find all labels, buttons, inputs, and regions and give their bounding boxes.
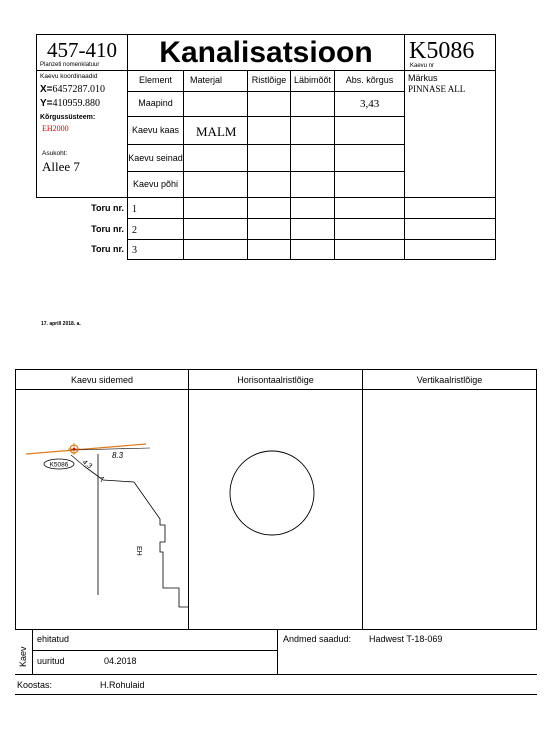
col-header-crosssection: Ristlõige: [251, 75, 287, 85]
height-system-value: EH2000: [42, 124, 69, 133]
planzet-number: 457-410: [47, 38, 117, 62]
dimension-a: 8.3: [112, 451, 124, 460]
footer-data-value: Hadwest T-18-069: [369, 634, 443, 644]
section-title-connections: Kaevu sidemed: [70, 375, 134, 385]
row-element: Maapind: [138, 98, 173, 108]
well-circle: [230, 451, 314, 535]
footer-surveyed-label: uuritud: [37, 656, 65, 666]
dimension-c: 7: [100, 477, 104, 484]
document-date: 17. aprill 2018. a.: [41, 321, 81, 327]
well-point: [73, 448, 75, 450]
footer-author-label: Koostas:: [17, 680, 53, 690]
building-outline: [84, 466, 188, 607]
row-abs-height: 3,43: [360, 98, 380, 110]
dimension-b: 4.3: [80, 458, 93, 471]
row-element: Kaevu seinad: [128, 153, 183, 163]
connections-sketch: [16, 390, 188, 629]
pipe-label: Toru nr.: [91, 224, 124, 234]
coords-label: Kaevu koordinaadid: [40, 73, 98, 80]
pipe-number: 1: [132, 204, 137, 215]
page-title: Kanalisatsioon: [159, 36, 373, 69]
row-element: Kaevu kaas: [131, 125, 180, 135]
row-material: MALM: [196, 124, 237, 139]
remark-value: PINNASE ALL: [408, 84, 466, 94]
pipe-label: Toru nr.: [91, 244, 124, 254]
footer-surveyed-date: 04.2018: [104, 656, 137, 666]
well-number: K5086: [409, 38, 475, 64]
pipe-line: [26, 444, 146, 454]
horizontal-section-drawing: [189, 390, 362, 629]
location-label: Asukoht:: [42, 150, 68, 157]
col-header-material: Materjal: [190, 75, 223, 85]
coord-x: X=6457287.010: [40, 84, 106, 95]
col-header-element: Element: [138, 75, 173, 85]
pipe-number: 3: [132, 245, 137, 256]
row-element: Kaevu põhi: [132, 179, 179, 189]
footer-built-label: ehitatud: [37, 634, 70, 644]
pipe-label: Toru nr.: [91, 203, 124, 213]
location-value: Allee 7: [42, 159, 80, 174]
col-header-abs-height: Abs. kõrgus: [345, 75, 394, 85]
building-mark: EH: [135, 546, 142, 556]
footer-author-value: H.Rohulaid: [100, 680, 145, 690]
planzet-caption: Planzeti nomenklatuur: [40, 62, 100, 68]
pipe-number: 2: [132, 225, 137, 236]
coord-y: Y=410959.880: [40, 98, 101, 109]
col-header-diameter: Läbimõõt: [293, 75, 332, 85]
footer-data-label: Andmed saadud:: [283, 634, 352, 644]
height-system-label: Kõrgussüsteem:: [40, 114, 96, 121]
section-title-horizontal: Horisontaalristlõige: [237, 375, 314, 385]
col-header-remark: Märkus: [408, 73, 438, 83]
footer-side-label: Kaev: [18, 646, 28, 667]
well-caption: Kaevu nr: [410, 63, 435, 69]
section-title-vertical: Vertikaalristlõige: [416, 375, 483, 385]
well-tag-label: K5086: [49, 461, 69, 469]
